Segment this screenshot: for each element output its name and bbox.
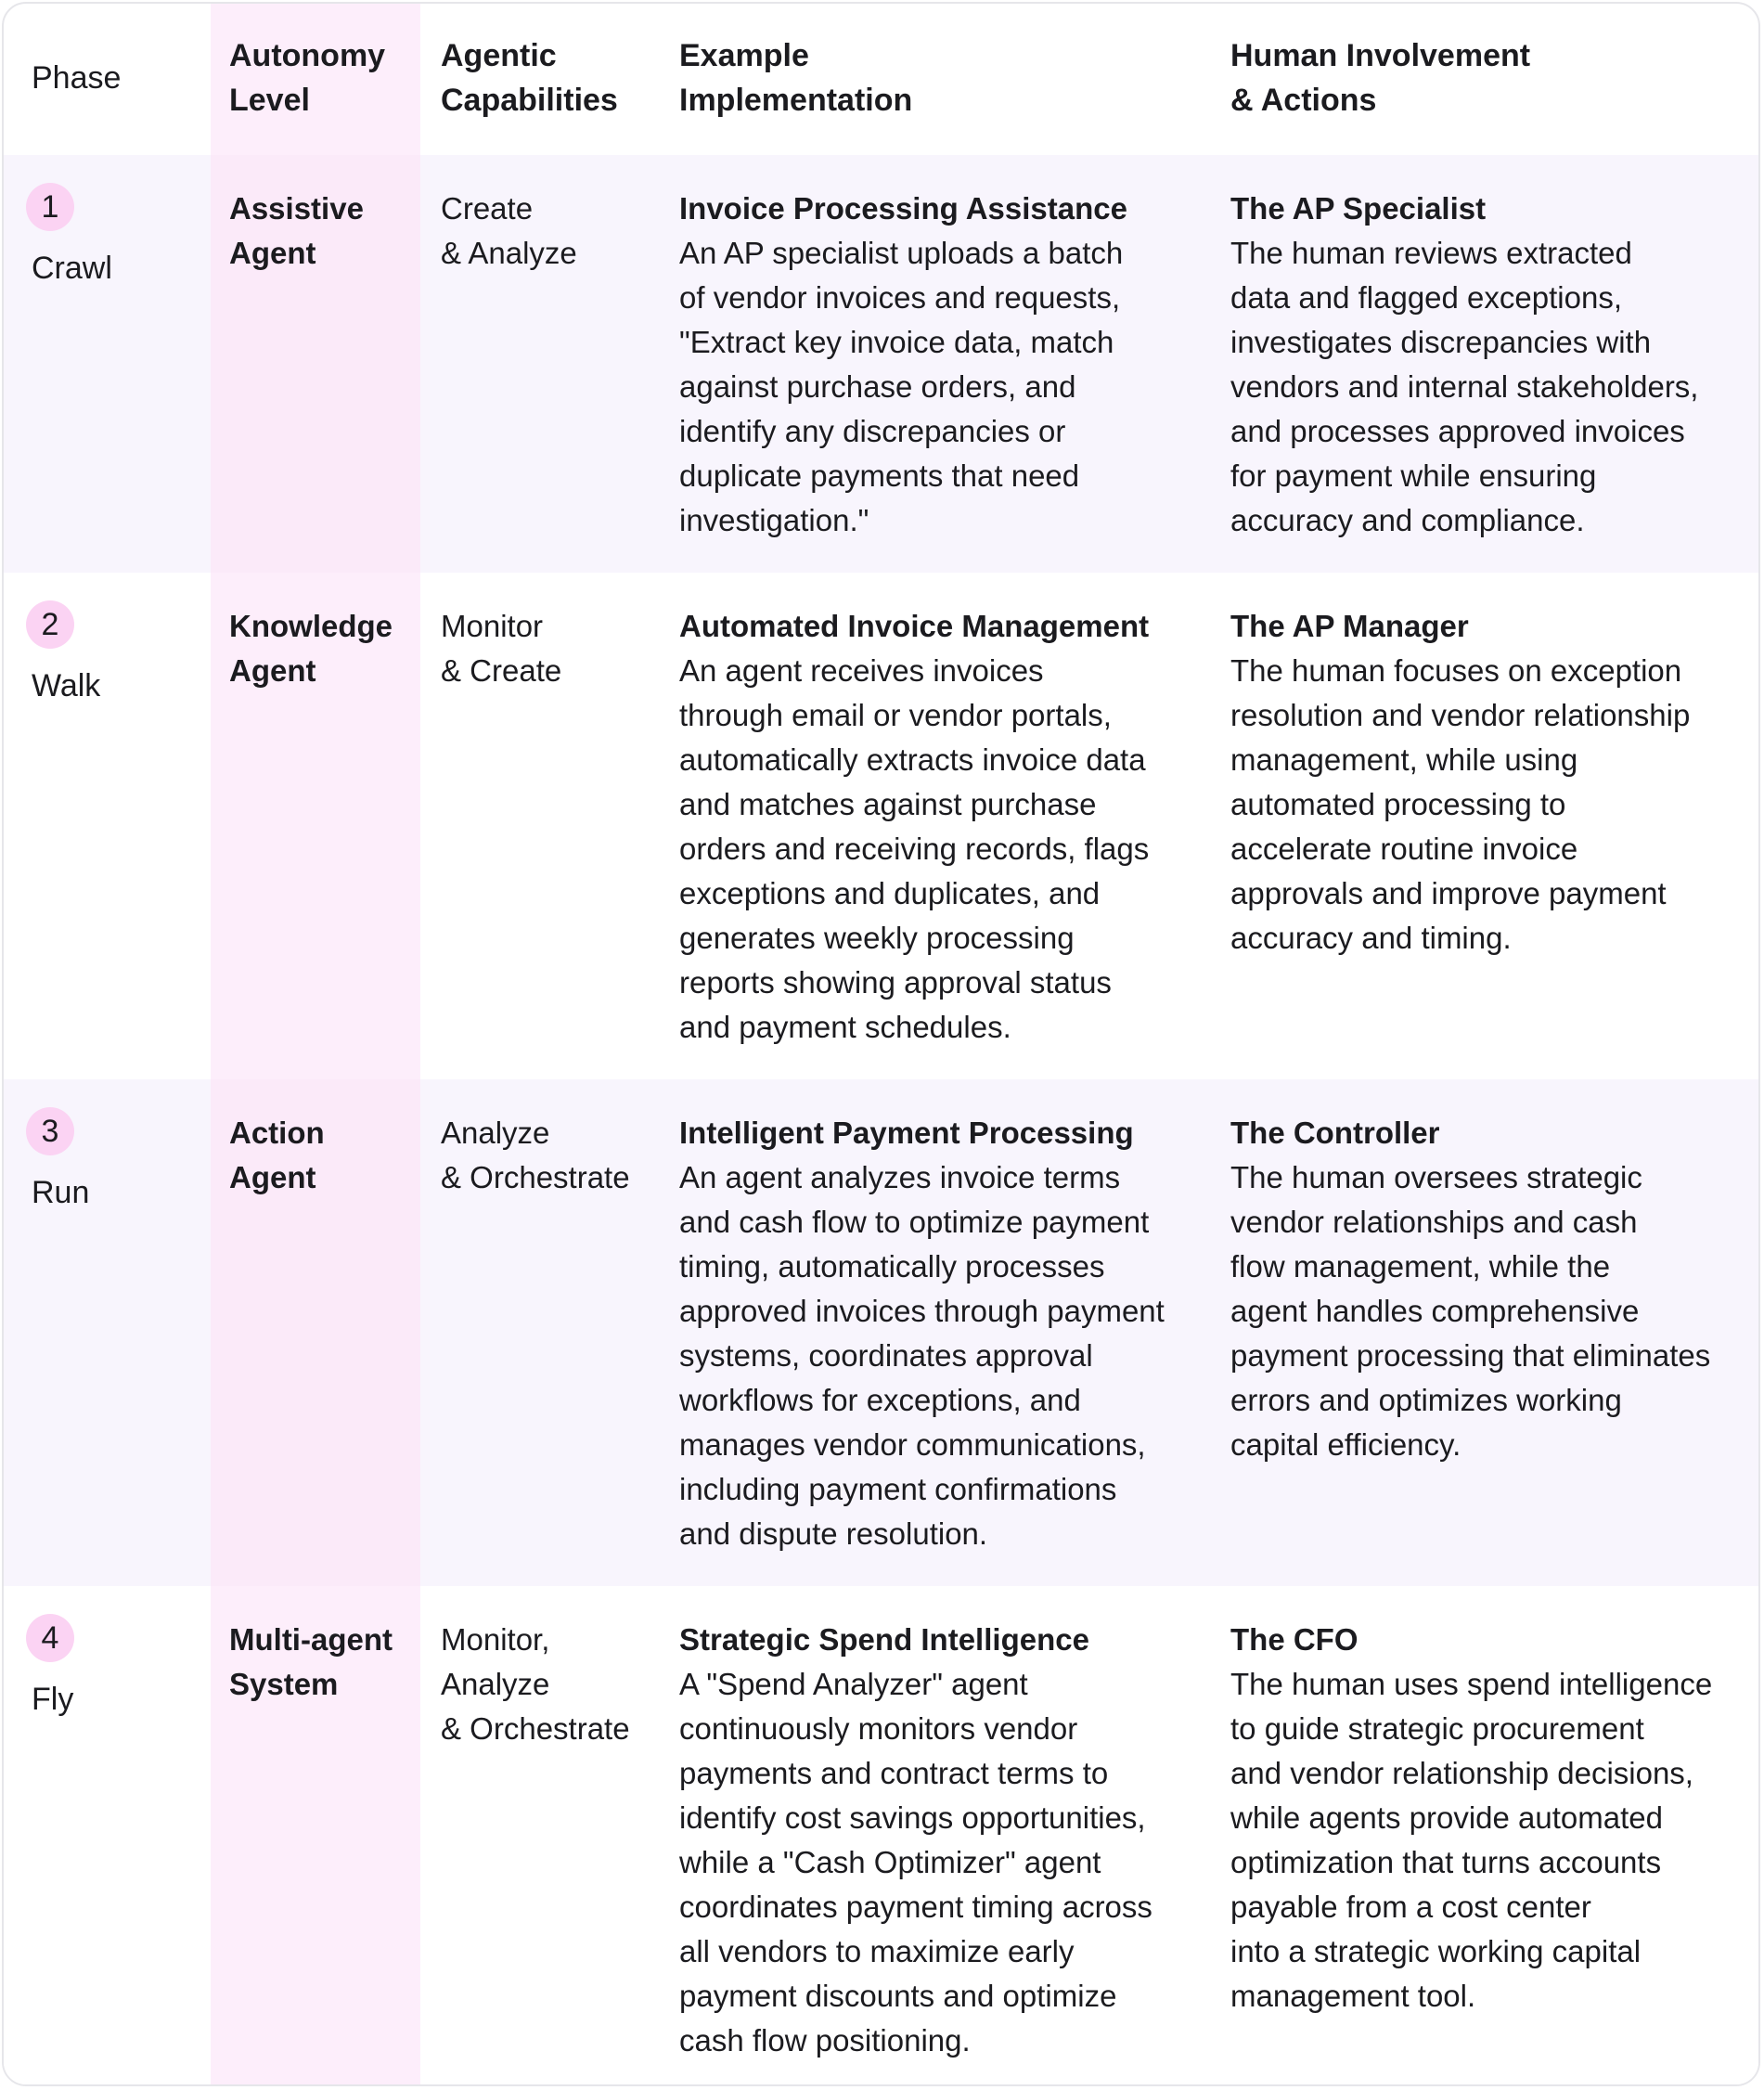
header-autonomy-level: Autonomy Level: [211, 2, 420, 155]
phase-cell: [2, 1586, 211, 2086]
human-role-title: The Controller: [1230, 1116, 1440, 1150]
phase-number-badge: 2: [26, 600, 74, 649]
header-example-implementation: Example Implementation: [679, 38, 913, 118]
implementation-cell: [659, 1586, 1210, 2086]
human-role-description: The human oversees strategic vendor relationships and cash flow management, while the agent handles comprehensive payment processing that eliminates errors and optimizes working capital efficiency.: [1230, 1160, 1711, 1462]
autonomy-level-cell: [211, 1586, 420, 2086]
implementation-description: An AP specialist uploads a batch of vendor invoices and requests, "Extract key invoice data, match against purchase orders, and identify any discrepancies or duplicate payments that need investigation.": [679, 236, 1124, 537]
implementation-title: Intelligent Payment Processing: [679, 1116, 1134, 1150]
capabilities-cell: [420, 1586, 659, 2086]
table-header-row: [2, 2, 1760, 155]
implementation-description: An agent analyzes invoice terms and cash flow to optimize payment timing, automatically processes approved invoices through payment systems, coordinates approval workflows for exceptions, and manages vendor communications, including payment confirmations and dispute resolution.: [679, 1160, 1165, 1551]
capabilities-text: Monitor & Create: [441, 609, 562, 688]
phase-number-badge: 4: [26, 1614, 74, 1662]
human-role-description: The human focuses on exception resolution and vendor relationship management, while using automated processing to accelerate routine invoice approvals and improve payment accuracy and timing.: [1230, 653, 1691, 955]
autonomy-level-cell: [211, 155, 420, 573]
capabilities-text: Analyze & Orchestrate: [441, 1116, 630, 1194]
header-phase: Phase: [32, 60, 122, 96]
implementation-title: Strategic Spend Intelligence: [679, 1622, 1089, 1657]
phase-number-badge: 3: [26, 1107, 74, 1155]
implementation-title: Automated Invoice Management: [679, 609, 1150, 643]
capabilities-cell: [420, 155, 659, 573]
human-involvement-cell: [1210, 1079, 1760, 1586]
phase-name: Walk: [32, 668, 101, 703]
human-involvement-cell: [1210, 155, 1760, 573]
agent-phase-table: [2, 2, 1760, 2086]
autonomy-level-cell: [211, 1079, 420, 1586]
autonomy-level-cell: [211, 573, 420, 1079]
phase-name: Run: [32, 1175, 90, 1210]
header-human-involvement: Human Involvement & Actions: [1230, 38, 1531, 118]
implementation-cell: [659, 573, 1210, 1079]
implementation-description: A "Spend Analyzer" agent continuously monitors vendor payments and contract terms to identify cost savings opportunities, while a "Cash Optimizer" agent coordinates payment timing across all vendors to maximize early payment discounts and optimize cash flow positioning.: [679, 1667, 1152, 2058]
autonomy-level-name: Action Agent: [229, 1116, 325, 1194]
human-role-description: The human reviews extracted data and flagged exceptions, investigates discrepancies with vendors and internal stakeholders, and processes approved invoices for payment while ensuring accuracy and compliance.: [1230, 236, 1699, 537]
implementation-cell: [659, 1079, 1210, 1586]
table-row: [2, 573, 1760, 1079]
table-row: [2, 155, 1760, 573]
autonomy-level-name: Multi-agent System: [229, 1622, 393, 1701]
autonomy-level-name: Assistive Agent: [229, 191, 364, 270]
human-role-title: The CFO: [1230, 1622, 1358, 1657]
header-agentic-capabilities: Agentic Capabilities: [441, 38, 618, 118]
autonomy-level-name: Knowledge Agent: [229, 609, 393, 688]
phase-name: Crawl: [32, 251, 112, 286]
human-involvement-cell: [1210, 1586, 1760, 2086]
implementation-cell: [659, 155, 1210, 573]
capabilities-cell: [420, 573, 659, 1079]
table-row: [2, 1079, 1760, 1586]
phase-table-card: [2, 2, 1760, 2086]
phase-cell: [2, 155, 211, 573]
capabilities-text: Monitor, Analyze & Orchestrate: [441, 1622, 630, 1746]
human-role-title: The AP Manager: [1230, 609, 1469, 643]
capabilities-text: Create & Analyze: [441, 191, 577, 270]
implementation-description: An agent receives invoices through email or vendor portals, automatically extracts invoice data and matches against purchase orders and receiving records, flags exceptions and duplicates, and generates weekly processing reports showing approval status and payment schedules.: [679, 653, 1150, 1044]
human-role-title: The AP Specialist: [1230, 191, 1487, 226]
table-row: [2, 1586, 1760, 2086]
implementation-title: Invoice Processing Assistance: [679, 191, 1127, 226]
capabilities-cell: [420, 1079, 659, 1586]
phase-number-badge: 1: [26, 183, 74, 231]
phase-name: Fly: [32, 1682, 74, 1717]
phase-cell: [2, 1079, 211, 1586]
phase-cell: [2, 573, 211, 1079]
human-involvement-cell: [1210, 573, 1760, 1079]
human-role-description: The human uses spend intelligence to guide strategic procurement and vendor relationship decisions, while agents provide automated optimization that turns accounts payable from a cost center into a strategic working capital management tool.: [1230, 1667, 1713, 2013]
